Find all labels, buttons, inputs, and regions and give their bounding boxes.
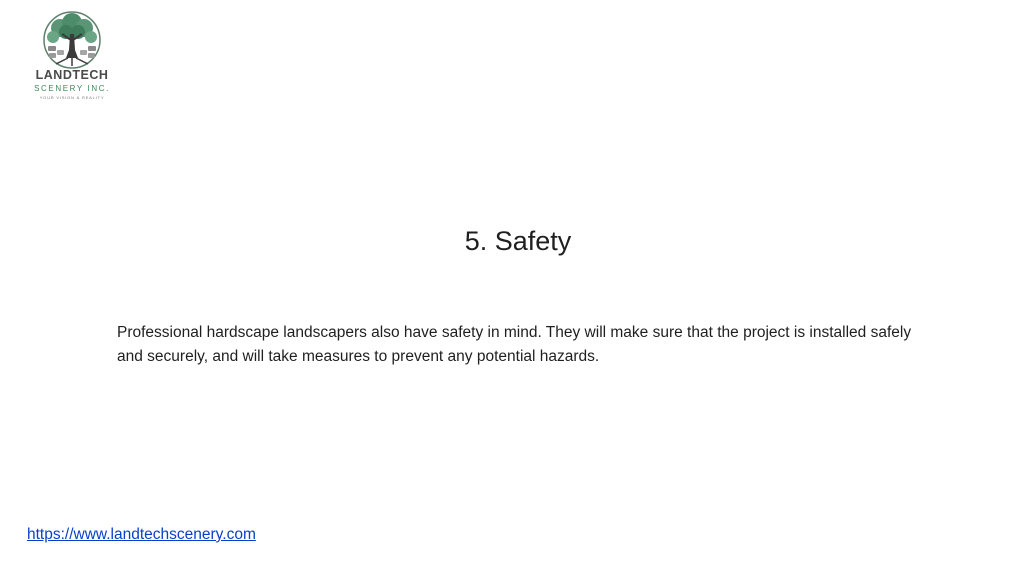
- logo-name: LANDTECH: [35, 68, 109, 82]
- company-logo: [22, 10, 122, 104]
- logo-tagline: YOUR VISION & REALITY: [39, 95, 105, 100]
- logo-subtitle: SCENERY INC.: [34, 84, 110, 93]
- tree-icon: [22, 10, 122, 70]
- slide-body-text: Professional hardscape landscapers also have safety in mind. They will make sure that the project is installed safely and securely, and will take measures to prevent any potential hazards.: [117, 324, 912, 365]
- website-link[interactable]: https://www.landtechscenery.com: [27, 526, 256, 543]
- slide-title: 5. Safety: [464, 226, 572, 256]
